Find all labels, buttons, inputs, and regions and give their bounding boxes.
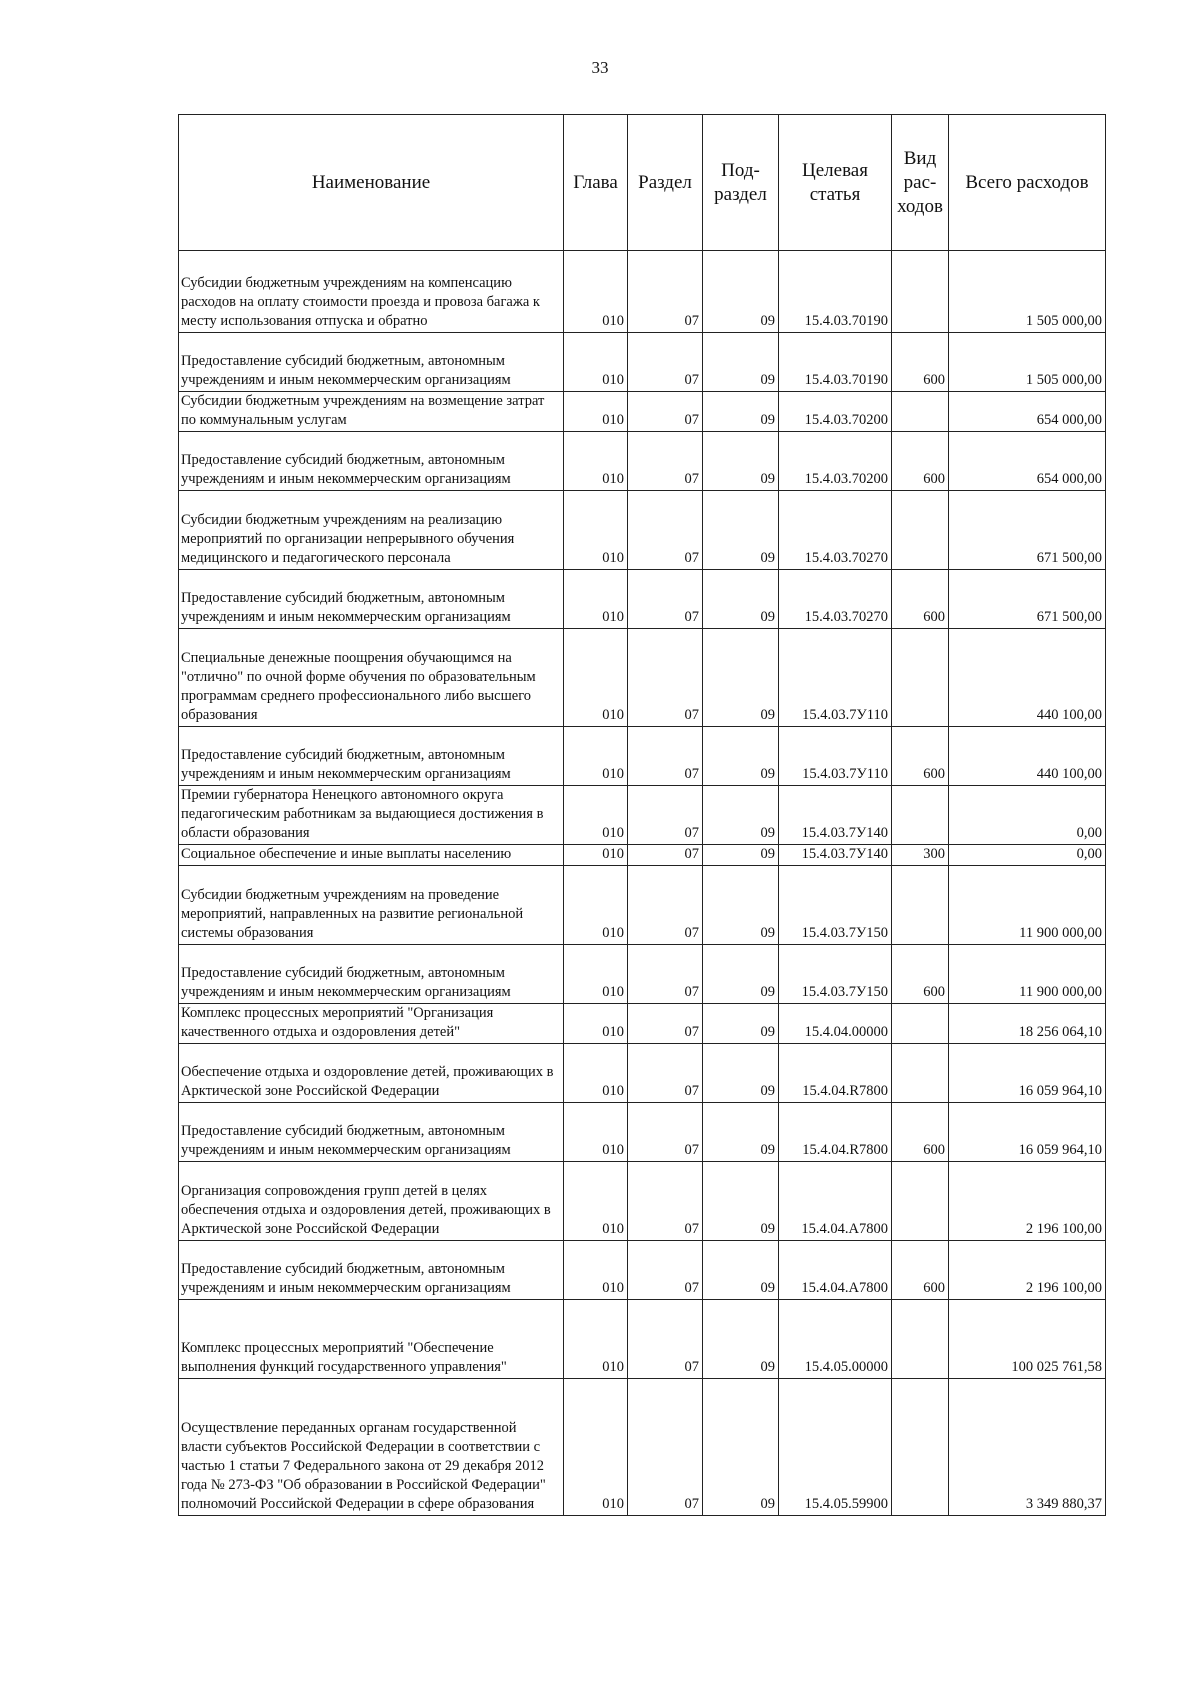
row-name-cell: Обеспечение отдыха и оздоровление детей, проживающих в Арктической зоне Российской Федерации xyxy=(179,1044,564,1103)
row-name-cell: Премии губернатора Ненецкого автономного округа педагогическим работникам за выдающиеся достижения в области образования xyxy=(179,786,564,845)
row-total-cell: 654 000,00 xyxy=(949,392,1106,432)
row-target-cell: 15.4.03.7У110 xyxy=(779,727,892,786)
row-kind-cell: 600 xyxy=(892,1103,949,1162)
row-section-cell: 07 xyxy=(628,1379,703,1516)
row-section-cell: 07 xyxy=(628,786,703,845)
row-total-cell: 440 100,00 xyxy=(949,727,1106,786)
row-section-cell: 07 xyxy=(628,1004,703,1044)
row-name-cell: Предоставление субсидий бюджетным, автономным учреждениям и иным некоммерческим организациям xyxy=(179,945,564,1004)
row-subsection-cell: 09 xyxy=(703,786,779,845)
table-row xyxy=(179,333,1106,392)
row-kind-cell xyxy=(892,866,949,945)
row-section-cell: 07 xyxy=(628,1162,703,1241)
row-subsection-cell: 09 xyxy=(703,432,779,491)
row-subsection-cell: 09 xyxy=(703,1300,779,1379)
row-section-cell: 07 xyxy=(628,945,703,1004)
row-name-cell: Субсидии бюджетным учреждениям на компенсацию расходов на оплату стоимости проезда и провоза багажа к месту использования отпуска и обратно xyxy=(179,251,564,333)
row-target-cell: 15.4.03.7У150 xyxy=(779,945,892,1004)
row-subsection-cell: 09 xyxy=(703,333,779,392)
row-target-cell: 15.4.03.70190 xyxy=(779,333,892,392)
row-total-cell: 18 256 064,10 xyxy=(949,1004,1106,1044)
header-chapter: Глава xyxy=(564,115,628,251)
row-kind-cell xyxy=(892,392,949,432)
row-target-cell: 15.4.03.70270 xyxy=(779,570,892,629)
row-total-cell: 2 196 100,00 xyxy=(949,1162,1106,1241)
row-name-cell: Субсидии бюджетным учреждениям на реализацию мероприятий по организации непрерывного обучения медицинского и педагогического персонала xyxy=(179,491,564,570)
row-section-cell: 07 xyxy=(628,1241,703,1300)
row-section-cell: 07 xyxy=(628,432,703,491)
table-row xyxy=(179,945,1106,1004)
header-section: Раздел xyxy=(628,115,703,251)
row-total-cell: 654 000,00 xyxy=(949,432,1106,491)
row-kind-cell xyxy=(892,786,949,845)
row-chapter-cell: 010 xyxy=(564,1162,628,1241)
row-subsection-cell: 09 xyxy=(703,491,779,570)
page-number: 33 xyxy=(591,58,609,77)
row-section-cell: 07 xyxy=(628,629,703,727)
row-name-cell: Субсидии бюджетным учреждениям на возмещение затрат по коммунальным услугам xyxy=(179,392,564,432)
table-row xyxy=(179,432,1106,491)
row-total-cell: 16 059 964,10 xyxy=(949,1103,1106,1162)
row-name-cell: Осуществление переданных органам государственной власти субъектов Российской Федерации в соответствии с частью 1 статьи 7 Федерального закона от 29 декабря 2012 года № 273-ФЗ "Об образовании в Российской Федерации" полномочий Российской Федерации в сфере образования xyxy=(179,1379,564,1516)
row-total-cell: 2 196 100,00 xyxy=(949,1241,1106,1300)
row-kind-cell: 600 xyxy=(892,1241,949,1300)
row-kind-cell: 600 xyxy=(892,432,949,491)
row-chapter-cell: 010 xyxy=(564,1103,628,1162)
row-chapter-cell: 010 xyxy=(564,1241,628,1300)
row-kind-cell: 600 xyxy=(892,333,949,392)
row-subsection-cell: 09 xyxy=(703,945,779,1004)
row-target-cell: 15.4.03.7У150 xyxy=(779,866,892,945)
table-row xyxy=(179,570,1106,629)
row-subsection-cell: 09 xyxy=(703,1162,779,1241)
table-row xyxy=(179,866,1106,945)
budget-table xyxy=(178,114,1106,1516)
row-target-cell: 15.4.04.А7800 xyxy=(779,1241,892,1300)
row-kind-cell: 600 xyxy=(892,727,949,786)
row-chapter-cell: 010 xyxy=(564,251,628,333)
row-subsection-cell: 09 xyxy=(703,727,779,786)
row-chapter-cell: 010 xyxy=(564,392,628,432)
row-total-cell: 440 100,00 xyxy=(949,629,1106,727)
row-subsection-cell: 09 xyxy=(703,845,779,866)
table-row xyxy=(179,1004,1106,1044)
row-chapter-cell: 010 xyxy=(564,845,628,866)
table-row xyxy=(179,727,1106,786)
row-section-cell: 07 xyxy=(628,570,703,629)
row-kind-cell xyxy=(892,1004,949,1044)
table-row xyxy=(179,1241,1106,1300)
row-section-cell: 07 xyxy=(628,727,703,786)
row-kind-cell xyxy=(892,1162,949,1241)
row-total-cell: 1 505 000,00 xyxy=(949,333,1106,392)
row-total-cell: 1 505 000,00 xyxy=(949,251,1106,333)
row-kind-cell xyxy=(892,1300,949,1379)
table-row xyxy=(179,1300,1106,1379)
row-section-cell: 07 xyxy=(628,333,703,392)
header-row xyxy=(179,115,1106,251)
row-name-cell: Субсидии бюджетным учреждениям на проведение мероприятий, направленных на развитие региональной системы образования xyxy=(179,866,564,945)
table-row xyxy=(179,629,1106,727)
row-section-cell: 07 xyxy=(628,845,703,866)
row-target-cell: 15.4.03.7У140 xyxy=(779,786,892,845)
row-target-cell: 15.4.04.R7800 xyxy=(779,1103,892,1162)
table-row xyxy=(179,786,1106,845)
table-row xyxy=(179,251,1106,333)
row-chapter-cell: 010 xyxy=(564,570,628,629)
header-name: Наименование xyxy=(179,115,564,251)
row-section-cell: 07 xyxy=(628,1103,703,1162)
row-subsection-cell: 09 xyxy=(703,866,779,945)
header-kind: Вид рас- ходов xyxy=(892,115,949,251)
row-subsection-cell: 09 xyxy=(703,1044,779,1103)
table-row xyxy=(179,491,1106,570)
row-chapter-cell: 010 xyxy=(564,866,628,945)
row-total-cell: 671 500,00 xyxy=(949,570,1106,629)
row-target-cell: 15.4.03.70270 xyxy=(779,491,892,570)
row-target-cell: 15.4.03.70190 xyxy=(779,251,892,333)
row-section-cell: 07 xyxy=(628,1044,703,1103)
row-section-cell: 07 xyxy=(628,251,703,333)
row-chapter-cell: 010 xyxy=(564,1004,628,1044)
row-subsection-cell: 09 xyxy=(703,1379,779,1516)
row-subsection-cell: 09 xyxy=(703,1241,779,1300)
row-total-cell: 3 349 880,37 xyxy=(949,1379,1106,1516)
row-chapter-cell: 010 xyxy=(564,432,628,491)
row-target-cell: 15.4.03.7У140 xyxy=(779,845,892,866)
table-row xyxy=(179,1103,1106,1162)
row-total-cell: 11 900 000,00 xyxy=(949,866,1106,945)
row-kind-cell xyxy=(892,1044,949,1103)
row-total-cell: 11 900 000,00 xyxy=(949,945,1106,1004)
row-subsection-cell: 09 xyxy=(703,392,779,432)
row-chapter-cell: 010 xyxy=(564,333,628,392)
row-total-cell: 671 500,00 xyxy=(949,491,1106,570)
table-row xyxy=(179,392,1106,432)
row-total-cell: 16 059 964,10 xyxy=(949,1044,1106,1103)
row-chapter-cell: 010 xyxy=(564,786,628,845)
row-kind-cell: 600 xyxy=(892,570,949,629)
row-name-cell: Организация сопровождения групп детей в целях обеспечения отдыха и оздоровления детей, проживающих в Арктической зоне Российской Федерации xyxy=(179,1162,564,1241)
row-name-cell: Предоставление субсидий бюджетным, автономным учреждениям и иным некоммерческим организациям xyxy=(179,432,564,491)
row-name-cell: Специальные денежные поощрения обучающимся на "отлично" по очной форме обучения по образовательным программам среднего профессионального либо высшего образования xyxy=(179,629,564,727)
row-name-cell: Комплекс процессных мероприятий "Организация качественного отдыха и оздоровления детей" xyxy=(179,1004,564,1044)
row-section-cell: 07 xyxy=(628,1300,703,1379)
table-row xyxy=(179,1379,1106,1516)
row-chapter-cell: 010 xyxy=(564,727,628,786)
row-kind-cell xyxy=(892,491,949,570)
row-subsection-cell: 09 xyxy=(703,629,779,727)
table-row xyxy=(179,1162,1106,1241)
row-kind-cell xyxy=(892,629,949,727)
row-name-cell: Предоставление субсидий бюджетным, автономным учреждениям и иным некоммерческим организациям xyxy=(179,570,564,629)
row-kind-cell xyxy=(892,1379,949,1516)
row-chapter-cell: 010 xyxy=(564,1379,628,1516)
row-target-cell: 15.4.05.59900 xyxy=(779,1379,892,1516)
row-kind-cell: 600 xyxy=(892,945,949,1004)
row-total-cell: 0,00 xyxy=(949,786,1106,845)
row-name-cell: Социальное обеспечение и иные выплаты населению xyxy=(179,845,564,866)
row-name-cell: Предоставление субсидий бюджетным, автономным учреждениям и иным некоммерческим организациям xyxy=(179,333,564,392)
row-subsection-cell: 09 xyxy=(703,570,779,629)
row-subsection-cell: 09 xyxy=(703,1103,779,1162)
row-total-cell: 0,00 xyxy=(949,845,1106,866)
row-target-cell: 15.4.05.00000 xyxy=(779,1300,892,1379)
row-chapter-cell: 010 xyxy=(564,1044,628,1103)
row-target-cell: 15.4.03.7У110 xyxy=(779,629,892,727)
row-chapter-cell: 010 xyxy=(564,1300,628,1379)
row-name-cell: Предоставление субсидий бюджетным, автономным учреждениям и иным некоммерческим организациям xyxy=(179,1103,564,1162)
row-chapter-cell: 010 xyxy=(564,491,628,570)
header-total: Всего расходов xyxy=(949,115,1106,251)
row-name-cell: Комплекс процессных мероприятий "Обеспечение выполнения функций государственного управления" xyxy=(179,1300,564,1379)
row-target-cell: 15.4.04.А7800 xyxy=(779,1162,892,1241)
row-target-cell: 15.4.04.00000 xyxy=(779,1004,892,1044)
table-row xyxy=(179,1044,1106,1103)
row-subsection-cell: 09 xyxy=(703,251,779,333)
row-target-cell: 15.4.03.70200 xyxy=(779,392,892,432)
row-section-cell: 07 xyxy=(628,392,703,432)
row-chapter-cell: 010 xyxy=(564,945,628,1004)
row-name-cell: Предоставление субсидий бюджетным, автономным учреждениям и иным некоммерческим организациям xyxy=(179,1241,564,1300)
row-kind-cell: 300 xyxy=(892,845,949,866)
row-section-cell: 07 xyxy=(628,491,703,570)
row-section-cell: 07 xyxy=(628,866,703,945)
row-chapter-cell: 010 xyxy=(564,629,628,727)
row-target-cell: 15.4.04.R7800 xyxy=(779,1044,892,1103)
row-name-cell: Предоставление субсидий бюджетным, автономным учреждениям и иным некоммерческим организациям xyxy=(179,727,564,786)
header-subsection: Под- раздел xyxy=(703,115,779,251)
row-kind-cell xyxy=(892,251,949,333)
row-total-cell: 100 025 761,58 xyxy=(949,1300,1106,1379)
row-target-cell: 15.4.03.70200 xyxy=(779,432,892,491)
row-subsection-cell: 09 xyxy=(703,1004,779,1044)
header-target: Целевая статья xyxy=(779,115,892,251)
table-row xyxy=(179,845,1106,866)
